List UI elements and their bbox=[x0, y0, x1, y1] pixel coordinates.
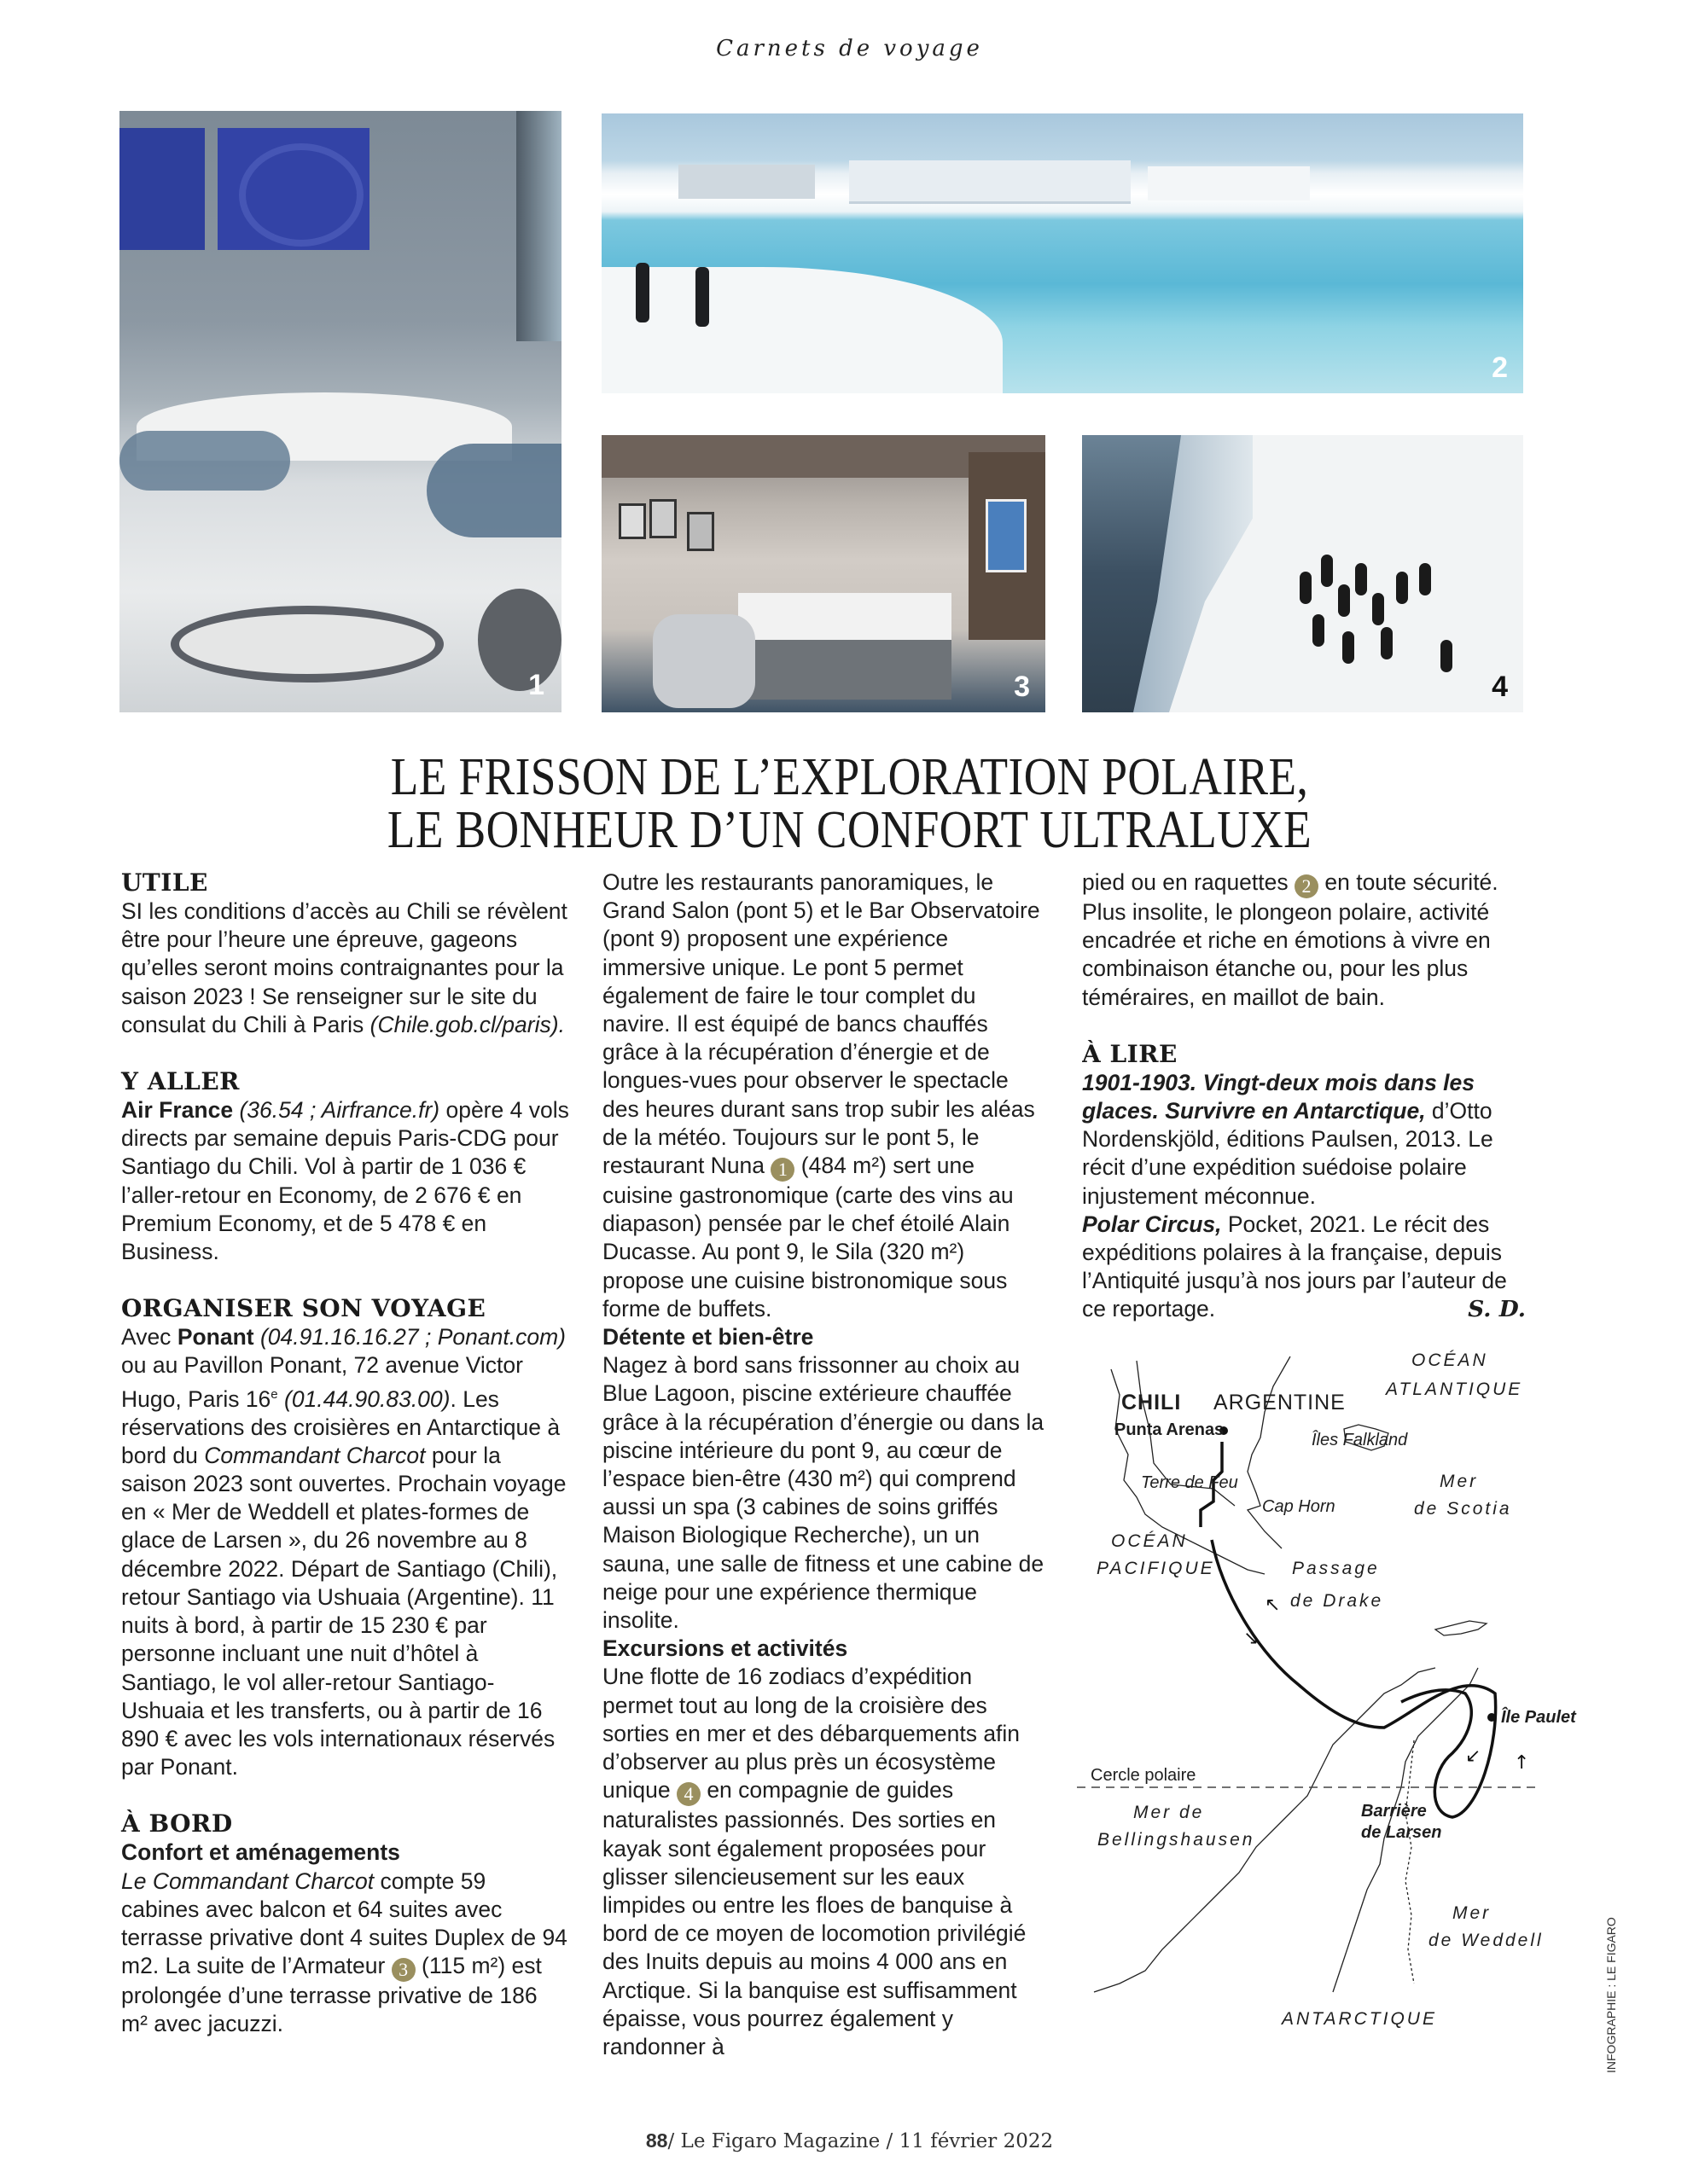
photo-suite bbox=[602, 435, 1045, 712]
excursions-text-col3 bbox=[1082, 868, 1526, 1012]
column-3 bbox=[1082, 868, 1526, 1346]
section-title-organiser: ORGANISER SON VOYAGE bbox=[121, 1294, 486, 1323]
headline bbox=[119, 748, 1580, 859]
excursions-body-1: Une flotte de 16 zodiacs d’expédition permet tout au long de la croisière des sorties en mer et des débarquements afin d’observer au plus près un écosystème unique bbox=[602, 1664, 1021, 1804]
label-mer-scotia-1: Mer bbox=[1440, 1472, 1479, 1491]
ile-paulet-dot bbox=[1487, 1713, 1496, 1722]
section-title-a-bord: À BORD bbox=[121, 1809, 233, 1838]
headline-line-2: LE BONHEUR D’UN CONFORT ULTRALUXE bbox=[387, 801, 1312, 859]
section-title-a-lire: À LIRE bbox=[1082, 1039, 1178, 1068]
column-1 bbox=[121, 868, 569, 2039]
page-footer bbox=[0, 2129, 1699, 2152]
organiser-body: pour la saison 2023 sont ouvertes. Prochain voyage en « Mer de Weddell et plates-formes de glace de Larsen », du 26 novembre au 8 décembre 2022. Départ de Santiago (Chili), retour Santiago via Ushuaia (Argentine). 11 nuits à bord, à partir de 15 230 € par personne incluant une nuit d’hôtel à Santiago, le vol aller-retour Santiago-Ushuaia et les transferts, ou à partir de 16 890 € avec les vols internationaux réservés par Ponant. bbox=[121, 1442, 567, 1780]
label-antarctique: ANTARCTIQUE bbox=[1282, 2009, 1437, 2029]
confort-body-2: (115 m²) est prolongée d’une terrasse privative de 186 m² avec jacuzzi. bbox=[121, 1953, 542, 2037]
detente-text: Nagez à bord sans frissonner au choix au Blue Lagoon, piscine extérieure chauffée grâce à la récupération d’énergie ou dans la piscine intérieure du pont 9, au cœur de l’espace bien-être (430 m²) qui comprend aussi un spa (3 cabines de soins griffés Maison Biologique Recherche), un un sauna, une salle de fitness et une cabine de neige pour une expérience thermique insolite. bbox=[602, 1352, 1044, 1634]
organiser-avec: Avec bbox=[121, 1324, 177, 1350]
page-number: 88 bbox=[645, 2129, 668, 2152]
photo-marker-4: 4 bbox=[677, 1782, 701, 1806]
section-title-utile: UTILE bbox=[121, 868, 208, 897]
label-ile-paulet: Île Paulet bbox=[1501, 1708, 1576, 1727]
book-2-description: Pocket, 2021. Le récit des expéditions polaires à la française, depuis l’Antiquité jusqu’à nos jours par l’auteur de ce reportage. bbox=[1082, 1211, 1507, 1322]
label-mer-bellingshausen-2: Bellingshausen bbox=[1097, 1830, 1255, 1850]
photo-banquise bbox=[602, 113, 1523, 393]
credit-text: INFOGRAPHIE : LE FIGARO bbox=[1604, 1917, 1618, 2073]
restaurants-body-1: Outre les restaurants panoramiques, le Grand Salon (pont 5) et le Bar Observatoire (pont 9) proposent une expérience immersive unique. Le pont 5 permet également de faire le tour complet du navire. Il est équipé de bancs chauffés grâce à la récupération d’énergie et de longues-vues pour observer le spectacle des heures durant sans trop subir les aléas de la météo. Toujours sur le pont 5, le restaurant Nuna bbox=[602, 869, 1040, 1179]
label-punta-arenas: Punta Arenas bbox=[1114, 1420, 1225, 1439]
label-barriere-2: de Larsen bbox=[1361, 1823, 1442, 1842]
y-aller-text bbox=[121, 1096, 569, 1266]
label-ocean-atlantique-1: OCÉAN bbox=[1411, 1350, 1488, 1370]
photo-number: 2 bbox=[1492, 351, 1508, 384]
photo-marker-2: 2 bbox=[1295, 874, 1318, 898]
subtitle-confort: Confort et aménagements bbox=[121, 1839, 400, 1866]
restaurants-text bbox=[602, 868, 1046, 1323]
label-ocean-pacifique-1: OCÉAN bbox=[1111, 1531, 1188, 1551]
pavillon-phone: (01.44.90.83.00) bbox=[277, 1385, 451, 1412]
label-iles-falkland: Îles Falkland bbox=[1312, 1431, 1408, 1449]
book-2-title: Polar Circus, bbox=[1082, 1211, 1222, 1237]
photo-marker-1: 1 bbox=[771, 1158, 794, 1182]
confort-text bbox=[121, 1867, 569, 2039]
column-2 bbox=[602, 868, 1046, 2061]
map-antarctic-route bbox=[1077, 1335, 1576, 2052]
company-contact: (04.91.16.16.27 ; Ponant.com) bbox=[253, 1324, 566, 1350]
label-ocean-pacifique-2: PACIFIQUE bbox=[1097, 1559, 1215, 1578]
airline-name: Air France bbox=[121, 1097, 234, 1124]
label-cercle-polaire: Cercle polaire bbox=[1091, 1766, 1196, 1785]
label-mer-scotia-2: de Scotia bbox=[1414, 1499, 1512, 1519]
excursions-body-2-cont: pied ou en raquettes bbox=[1082, 869, 1295, 895]
book-1-title: 1901-1903. Vingt-deux mois dans les glaces. Survivre en Antarctique, bbox=[1082, 1069, 1475, 1124]
excursions-body-2: en compagnie de guides naturalistes passionnés. Des sorties en kayak sont également proposées pour glisser silencieusement sur les eaux limpides ou entre les floes de banquise à bord de ce moyen de locomotion privilégié des Inuits depuis au moins 4 000 ans en Arctique. Si la banquise est suffisamment épaisse, vous pourrez également y randonner à bbox=[602, 1777, 1027, 2059]
company-name: Ponant bbox=[177, 1324, 254, 1350]
photo-number: 1 bbox=[528, 669, 544, 701]
book-1-description: d’Otto Nordenskjöld, éditions Paulsen, 2013. Le récit d’une expédition suédoise polaire injustement méconnue. bbox=[1082, 1098, 1493, 1209]
label-ocean-atlantique-2: ATLANTIQUE bbox=[1386, 1380, 1523, 1399]
route-arrow-icon: ↙ bbox=[1465, 1745, 1481, 1767]
consulat-link[interactable]: (Chile.gob.cl/paris). bbox=[369, 1011, 565, 1037]
photo-marker-3: 3 bbox=[392, 1958, 416, 1982]
organiser-reservations: . Les réservations des croisières en Antarctique à bord du bbox=[121, 1385, 561, 1468]
route-arrow-icon: ↘ bbox=[1243, 1628, 1260, 1649]
ship-name: Commandant Charcot bbox=[204, 1442, 426, 1468]
route-arrow-icon: ↖ bbox=[1265, 1594, 1281, 1616]
excursions-body-3: en toute sécurité. Plus insolite, le plongeon polaire, activité encadrée et riche en émotions à vivre en combinaison étanche ou, pour les plus téméraires, en maillot de bain. bbox=[1082, 869, 1498, 1010]
organiser-text bbox=[121, 1323, 569, 1781]
label-barriere-1: Barrière bbox=[1361, 1802, 1427, 1821]
photo-number: 3 bbox=[1014, 671, 1030, 703]
photo-manchots bbox=[1082, 435, 1523, 712]
infographie-credit bbox=[1601, 1885, 1621, 2073]
photo-restaurant bbox=[119, 111, 561, 712]
south-shetland-islands bbox=[1435, 1621, 1487, 1635]
label-mer-bellingshausen-1: Mer de bbox=[1133, 1803, 1205, 1822]
y-aller-body: opère 4 vols directs par semaine depuis Paris-CDG pour Santiago du Chili. Vol à partir de 1 036 € l’aller-retour en Economy, de 2 676 € en Premium Economy, et de 5 478 € en Business. bbox=[121, 1097, 569, 1265]
ship-name-italic: Le Commandant Charcot bbox=[121, 1867, 375, 1894]
label-passage-2: de Drake bbox=[1290, 1591, 1384, 1611]
utile-text bbox=[121, 897, 569, 1039]
signature: S. D. bbox=[1468, 1296, 1526, 1323]
label-chili: CHILI bbox=[1121, 1391, 1182, 1414]
footer-text: / Le Figaro Magazine / 11 février 2022 bbox=[667, 2130, 1054, 2152]
argentina-coast bbox=[1248, 1356, 1290, 1548]
restaurants-body-2: (484 m²) sert une cuisine gastronomique (carte des vins au diapason) pensée par le chef étoilé Alain Ducasse. Au pont 9, le Sila (320 m²) propose une cuisine bistronomique sous forme de buffets. bbox=[602, 1153, 1014, 1321]
confort-body-1: compte 59 cabines avec balcon et 64 suites avec terrasse privative dont 4 suites Duplex de 94 m2. La suite de l’Armateur bbox=[121, 1867, 567, 1979]
airline-contact: (36.54 ; Airfrance.fr) bbox=[233, 1097, 440, 1124]
a-lire-book-2 bbox=[1082, 1211, 1526, 1324]
larsen-barrier bbox=[1405, 1740, 1414, 1984]
a-lire-book-1 bbox=[1082, 1069, 1526, 1211]
label-terre-de-feu: Terre de Feu bbox=[1141, 1473, 1238, 1492]
pavillon-address: ou au Pavillon Ponant, 72 avenue Victor Hugo, Paris 16 bbox=[121, 1352, 523, 1412]
subtitle-detente: Détente et bien-être bbox=[602, 1324, 814, 1350]
label-mer-weddell-2: de Weddell bbox=[1428, 1931, 1544, 1950]
photo-number: 4 bbox=[1492, 671, 1508, 703]
utile-body: SI les conditions d’accès au Chili se révèlent être pour l’heure une épreuve, gageons qu’elles seront moins contraignantes pour la saison 2023 ! Se renseigner sur le site du consulat du Chili à Paris bbox=[121, 898, 567, 1037]
label-mer-weddell-1: Mer bbox=[1452, 1903, 1492, 1923]
label-passage-1: Passage bbox=[1292, 1559, 1380, 1578]
route-arrow-icon: ↑ bbox=[1514, 1752, 1530, 1774]
label-argentine: ARGENTINE bbox=[1213, 1391, 1346, 1414]
subtitle-excursions: Excursions et activités bbox=[602, 1635, 848, 1662]
superscript-e: e bbox=[271, 1386, 278, 1402]
section-title-y-aller: Y ALLER bbox=[121, 1067, 240, 1096]
headline-line-1: LE FRISSON DE L’EXPLORATION POLAIRE, bbox=[390, 748, 1309, 806]
running-head: Carnets de voyage bbox=[716, 36, 983, 61]
excursions-text-col2 bbox=[602, 1663, 1046, 2061]
label-cap-horn: Cap Horn bbox=[1262, 1497, 1335, 1516]
